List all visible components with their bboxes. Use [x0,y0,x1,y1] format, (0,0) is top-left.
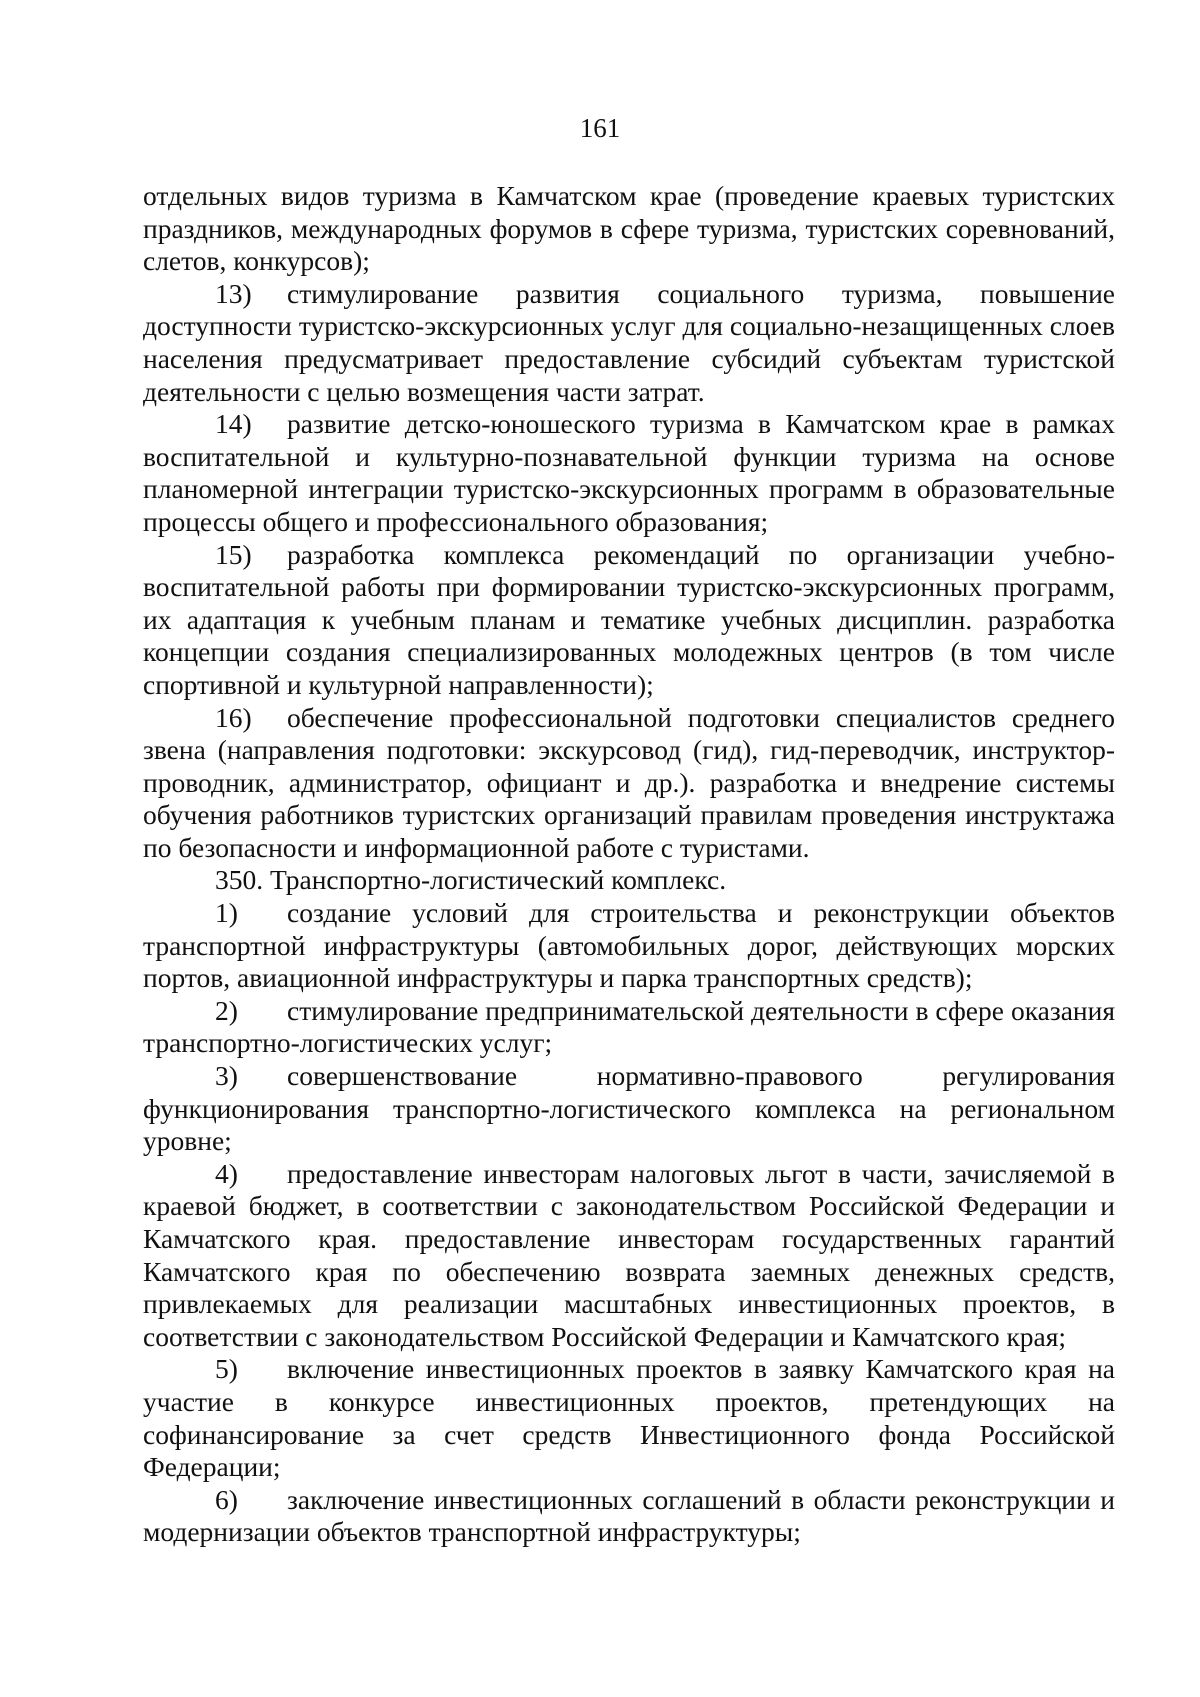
item-text: включение инвестиционных проектов в заявку Камчатского края на участие в конкурсе инвестиционных проектов, претендующих на софинансирование за счет средств Инвестиционного фонда Российской Федерации; [143,1353,1115,1483]
list-item-3 [143,1060,1115,1158]
list-item-15 [143,539,1115,702]
item-number: 13) [215,277,252,309]
item-number: 4) [215,1157,238,1189]
item-text: предоставление инвесторам налоговых льгот в части, зачисляемой в краевой бюджет, в соответствии с законодательством Российской Федерации и Камчатского края. предоставление инвесторам государственных гарантий Камчатского края по обеспечению возврата заемных денежных средств, привлекаемых для реализации масштабных инвестиционных проектов, в соответствии с законодательством Российской Федерации и Камчатского края; [143,1157,1115,1352]
item-text: развитие детско-юношеского туризма в Камчатском крае в рамках воспитательной и культурно-познавательной функции туризма на основе планомерной интеграции туристско-экскурсионных программ в образовательные процессы общего и профессионального образования; [143,408,1115,537]
document-body [143,180,1115,1549]
list-item-13 [143,278,1115,408]
item-text: стимулирование предпринимательской деятельности в сфере оказания транспортно-логистических услуг; [143,994,1115,1059]
item-text: стимулирование развития социального туризма, повышение доступности туристско-экскурсионных услуг для социально-незащищенных слоев населения предусматривает предоставление субсидий субъектам туристской деятельности с целью возмещения части затрат. [143,277,1115,407]
item-number: 16) [215,701,252,733]
item-number: 2) [215,994,238,1026]
item-number: 5) [215,1353,238,1385]
item-text: заключение инвестиционных соглашений в области реконструкции и модернизации объектов транспортной инфраструктуры; [143,1483,1115,1548]
item-number: 1) [215,897,238,929]
item-number: 6) [215,1483,238,1515]
list-item-4 [143,1158,1115,1354]
item-number: 14) [215,408,252,440]
item-text: обеспечение профессиональной подготовки специалистов среднего звена (направления подготовки: экскурсовод (гид), гид-переводчик, инструктор-проводник, администратор, официант и др.). разработка и внедрение системы обучения работников туристских организаций правилам проведения инструктажа по безопасности и информационной работе с туристами. [143,701,1115,863]
item-number: 15) [215,538,252,570]
list-item-16 [143,702,1115,865]
list-item-2 [143,995,1115,1060]
list-item-1 [143,897,1115,995]
item-text: создание условий для строительства и реконструкции объектов транспортной инфраструктуры (автомобильных дорог, действующих морских портов, авиационной инфраструктуры и парка транспортных средств); [143,897,1115,994]
list-item-14 [143,408,1115,538]
item-number: 3) [215,1060,238,1092]
item-text: совершенствование нормативно-правового регулирования функционирования транспортно-логистического комплекса на региональном уровне; [143,1060,1115,1157]
item-text: разработка комплекса рекомендаций по организации учебно-воспитательной работы при формировании туристско-экскурсионных программ, их адаптация к учебным планам и тематике учебных дисциплин. разработка концепции создания специализированных молодежных центров (в том числе спортивной и культурной направленности); [143,538,1115,700]
continuation-paragraph: отдельных видов туризма в Камчатском крае (проведение краевых туристских праздников, международных форумов в сфере туризма, туристских соревнований, слетов, конкурсов); [143,180,1115,277]
list-item-5 [143,1353,1115,1483]
list-item-6 [143,1484,1115,1549]
page-number: 161 [579,113,621,143]
section-heading-350: 350. Транспортно-логистический комплекс. [215,864,727,896]
